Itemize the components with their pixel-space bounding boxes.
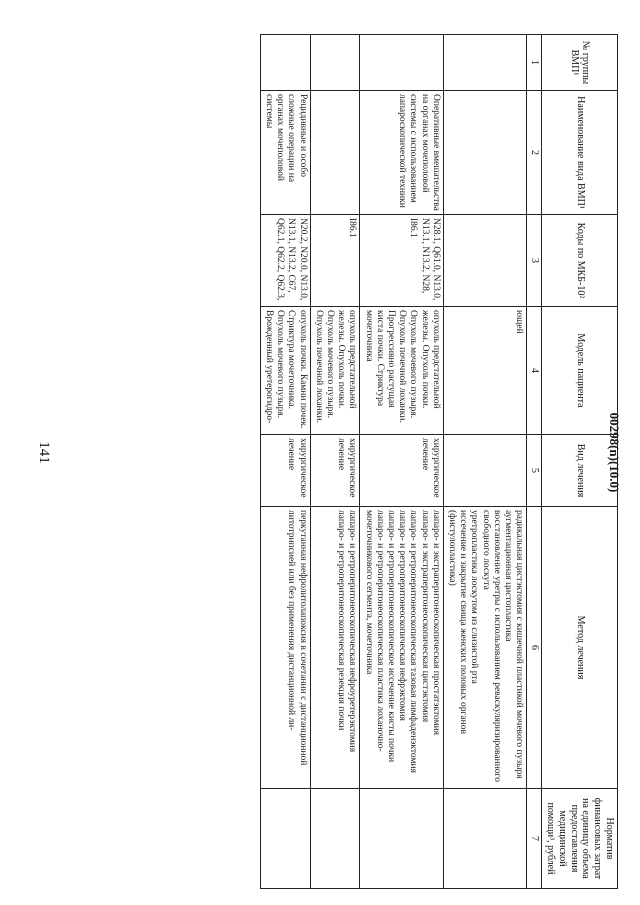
table-row (260, 35, 310, 889)
method-list (260, 507, 310, 789)
method-item: лапаро- и ретроперитонеоскопическая пластика лоханочно-мочеточникового сегмента, мочеточника (363, 510, 385, 752)
method-list (310, 507, 360, 789)
header-vmp-name: Наименование вида ВМП¹ (542, 91, 618, 215)
document-code: 00298(n)(10.0) (607, 412, 622, 493)
patient-model-cell: опухоль почки. Камни почек. Стриктура мочеточника. Опухоль мочевого пузыря. Врожденный уретерогидро- (260, 307, 310, 435)
header-treatment-type: Вид лечения (542, 435, 618, 507)
column-number: 1 (527, 35, 542, 91)
method-item: лапаро- и экстраперитонеоскопическая цистэктомия (419, 510, 430, 723)
vmp-name-cell (310, 91, 360, 215)
method-item: иссечение и закрытие свища женских половых органов (фистулопластика) (447, 510, 469, 734)
method-item: радикальная цистэктомия с кишечной пластикой мочевого пузыря (514, 510, 525, 779)
vmp-name-cell: Рецидивные и особо сложные операции на органах мочеполовой системы (260, 91, 310, 215)
financial-norm-cell (360, 789, 443, 889)
method-item: лапаро- и ретроперитонеоскопическая нефрэктомия (397, 510, 408, 721)
method-item: лапаро- и ретроперитонеоскопическая нефроуретерэктомия (347, 510, 358, 753)
method-item: аугментационная цистопластика (503, 510, 514, 642)
header-icd-codes: Коды по МКБ-10² (542, 215, 618, 307)
method-item: перкутанная нефролитолапоксия в сочетании с дистанционной литотрипсией или без применения дистанционной ли- (286, 510, 308, 766)
group-number-cell (260, 35, 310, 91)
patient-model-cell: опухоль предстательной железы. Опухоль почки. Опухоль мочевого пузыря. Опухоль почечной лоханки. (310, 307, 360, 435)
treatment-type-cell: хирургическое лечение (360, 435, 443, 507)
column-number: 4 (527, 307, 542, 435)
group-number-cell (360, 35, 443, 91)
financial-norm-cell (260, 789, 310, 889)
icd-codes-cell: I86.1 (310, 215, 360, 307)
method-list (443, 507, 526, 789)
column-number-row (527, 35, 542, 889)
header-treatment-method: Метод лечения (542, 507, 618, 789)
method-item: восстановление уретры с использованием реваскуляризированного свободного лоскута (480, 510, 502, 782)
header-group-number: № группы ВМП¹ (542, 35, 618, 91)
method-item: уретропластика лоскутом из слизистой рта (469, 510, 480, 684)
vmp-table (50, 34, 618, 888)
treatment-type-cell: хирургическое лечение (260, 435, 310, 507)
method-list (360, 507, 443, 789)
page-number: 141 (36, 441, 52, 464)
financial-norm-cell (310, 789, 360, 889)
column-number: 3 (527, 215, 542, 307)
method-item: лапаро- и ретроперитонеоскопическая резекция почки (336, 510, 347, 731)
header-financial-norm: Норматив финансовых затрат на единицу объема предоставления медицинской помощи³, рублей (542, 789, 618, 889)
continuation-row (443, 35, 526, 889)
patient-model-cell: опухоль предстательной железы. Опухоль почки. Опухоль мочевого пузыря. Опухоль почечной лоханки. Прогрессивно растущая киста почки. Стриктура мочеточника (360, 307, 443, 435)
table-row (360, 35, 443, 889)
icd-codes-cell: N20.2, N20.0, N13.0, N13.1, N13.2, C67, Q62.1, Q62.2, Q62.3, (260, 215, 310, 307)
carry-over-text: ющей (443, 307, 526, 435)
column-number: 2 (527, 91, 542, 215)
group-number-cell (310, 35, 360, 91)
icd-codes-cell: N28.1, Q61.0, N13.0, N13.1, N13.2, N28, I86.1 (360, 215, 443, 307)
treatment-type-cell: хирургическое лечение (310, 435, 360, 507)
method-item: лапаро- и ретроперитонеоскопическая тазовая лимфаденэктомия (408, 510, 419, 773)
column-number: 5 (527, 435, 542, 507)
column-number: 6 (527, 507, 542, 789)
table-row (310, 35, 360, 889)
vmp-table-grid (260, 34, 618, 889)
vmp-name-cell: Оперативные вмешательства на органах мочеполовой системы с использованием лапароскопической техники (360, 91, 443, 215)
header-patient-model: Модель пациента (542, 307, 618, 435)
column-number: 7 (527, 789, 542, 889)
method-item: лапаро- и ретроперитонеоскопическое иссечение кисты почки (385, 510, 396, 763)
method-item: лапаро- и экстраперитонеоскопическая простатэктомия (430, 510, 441, 736)
